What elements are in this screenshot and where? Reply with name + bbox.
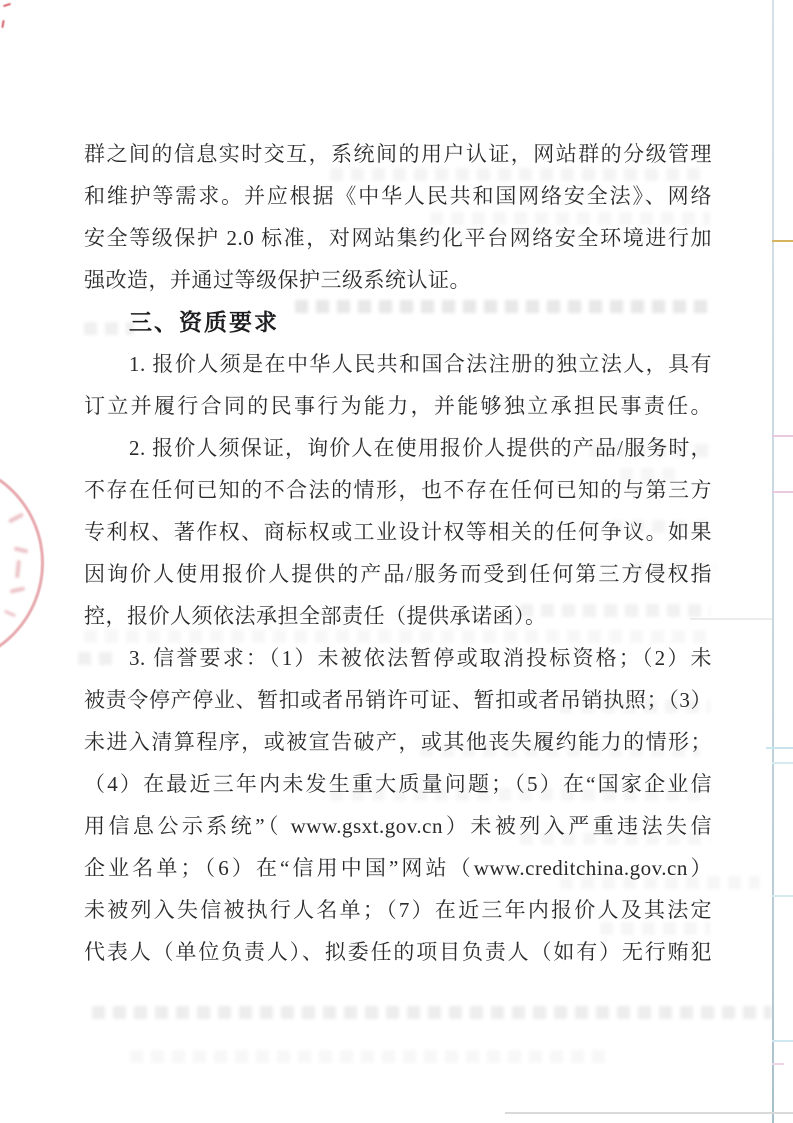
text-line: 代表人（单位负责人）、拟委任的项目负责人（如有）无行贿犯 — [84, 940, 712, 964]
text-line: 未被列入失信被执行人名单；（7）在近三年内报价人及其法定 — [84, 898, 712, 922]
text-line: 控，报价人须依法承担全部责任（提供承诺函）。 — [84, 604, 547, 628]
scan-tick-pink — [772, 1063, 784, 1065]
text-line: 强改造，并通过等级保护三级系统认证。 — [84, 268, 471, 292]
scan-tick-blue — [772, 762, 793, 764]
bleed-through-line — [92, 1006, 772, 1019]
text-line: 用信息公示系统”（ www.gsxt.gov.cn）未被列入严重违法失信 — [84, 814, 712, 838]
bleed-through-line — [130, 1050, 610, 1063]
scan-tick-blue — [766, 747, 793, 749]
text-column — [84, 133, 712, 973]
scan-tick-pink — [772, 491, 793, 493]
text-line: 3. 信誉要求：（1）未被依法暂停或取消投标资格；（2）未 — [129, 646, 712, 670]
text-line: 1. 报价人须是在中华人民共和国合法注册的独立法人，具有 — [129, 352, 712, 376]
text-line: 和维护等需求。并应根据《中华人民共和国网络安全法》、网络 — [84, 184, 712, 208]
text-line: 被责令停产停业、暂扣或者吊销许可证、暂扣或者吊销执照；（3） — [84, 688, 712, 712]
section-heading: 三、资质要求 — [129, 309, 279, 335]
pen-mark — [3, 3, 11, 7]
text-line: 专利权、著作权、商标权或工业设计权等相关的任何争议。如果 — [84, 520, 712, 544]
text-line: 因询价人使用报价人提供的产品/服务而受到任何第三方侵权指 — [84, 562, 712, 586]
scan-tick-pink — [772, 435, 793, 437]
text-line: 群之间的信息实时交互，系统间的用户认证，网站群的分级管理 — [84, 142, 712, 166]
pen-mark — [1, 20, 4, 28]
text-line: 未进入清算程序，或被宣告破产，或其他丧失履约能力的情形； — [84, 730, 712, 754]
stamp-arc — [0, 460, 44, 666]
text-line: 不存在任何已知的不合法的情形，也不存在任何已知的与第三方 — [84, 478, 712, 502]
scan-tick-yellow — [772, 240, 793, 242]
text-line: 企业名单；（6）在“信用中国”网站（www.creditchina.gov.cn） — [84, 856, 712, 880]
text-line: 2. 报价人须保证，询价人在使用报价人提供的产品/服务时， — [129, 436, 712, 460]
scan-edge-line — [772, 0, 774, 1123]
bottom-scan-line — [505, 1112, 793, 1114]
text-line: （4）在最近三年内未发生重大质量问题；（5）在“国家企业信 — [84, 772, 712, 796]
scan-tick-blue — [772, 895, 793, 897]
text-line: 安全等级保护 2.0 标准，对网站集约化平台网络安全环境进行加 — [84, 226, 712, 250]
text-line: 订立并履行合同的民事行为能力，并能够独立承担民事责任。 — [84, 394, 712, 418]
scan-tick-blue — [772, 1040, 793, 1042]
